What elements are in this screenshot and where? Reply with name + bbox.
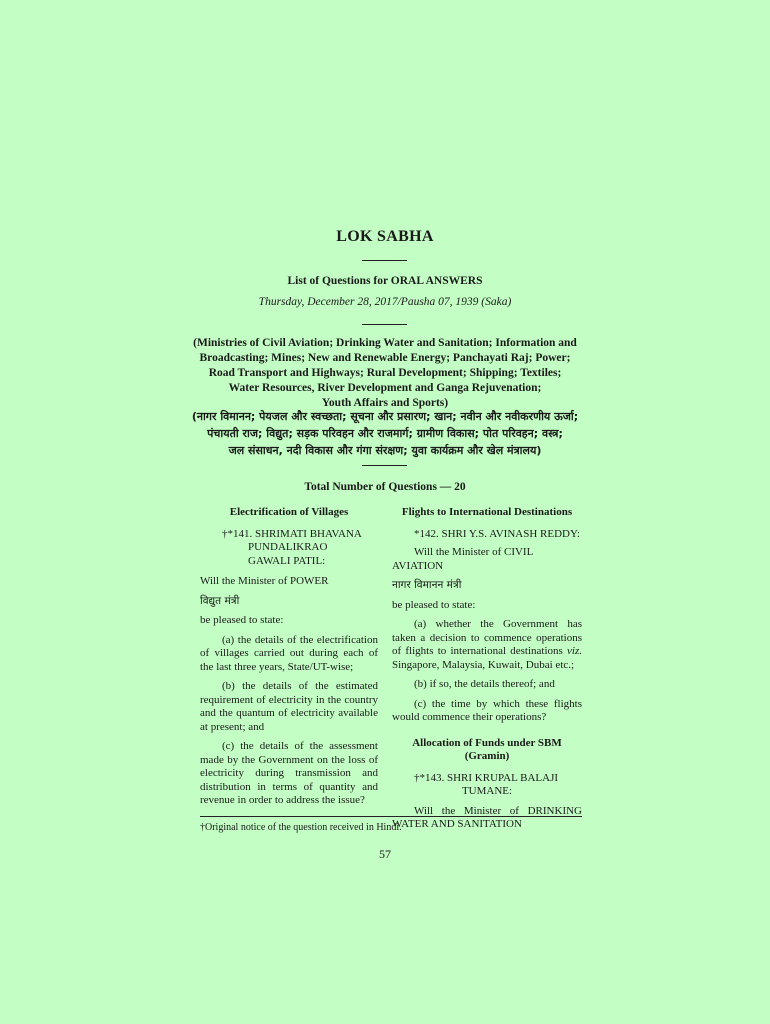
ministries-line: Youth Affairs and Sports) <box>321 397 449 409</box>
part-a-text: (a) whether the Government has taken a decision to commence operations of flights to international destinations <box>392 618 582 657</box>
ministries-hi-line: पंचायती राज; विद्युत; सड़क परिवहन और राजमार्ग; ग्रामीण विकास; पोत परिवहन; वस्त्र; <box>207 427 563 440</box>
footnote-rule <box>200 816 582 817</box>
page-title: LOK SABHA <box>336 228 434 245</box>
part-a <box>392 618 582 672</box>
question-number: †*141. SHRIMATI BHAVANA <box>222 527 362 540</box>
minister-line: Will the Minister of CIVIL AVIATION <box>392 546 533 572</box>
part-c: (c) the details of the assessment made by the Government on the loss of electricity during transmission and distribution in terms of quantity and revenue in order to address the issue? <box>200 740 378 806</box>
ministries-line: Road Transport and Highways; Rural Development; Shipping; Textiles; <box>208 367 562 379</box>
part-a: (a) the details of the electrification of villages carried out during each of the last three years, State/UT-wise; <box>200 633 378 673</box>
question-number-143: †*143. SHRI KRUPAL BALAJI <box>414 771 559 784</box>
member-name-line: PUNDALIKRAO <box>248 541 328 553</box>
list-subtitle: List of Questions for ORAL ANSWERS <box>287 275 483 287</box>
please-state: be pleased to state: <box>200 614 284 626</box>
title-rule <box>362 260 407 261</box>
minister-line: Will the Minister of POWER <box>200 575 329 587</box>
ministries-rule <box>362 465 407 466</box>
question-141 <box>200 506 378 808</box>
footnote: †Original notice of the question received in Hindi. <box>200 822 402 833</box>
part-a-text-end: Singapore, Malaysia, Kuwait, Dubai etc.; <box>392 658 575 671</box>
sitting-date: Thursday, December 28, 2017/Pausha 07, 1939 (Saka) <box>258 296 512 308</box>
minister-line-143: Will the Minister of DRINKING WATER AND SANITATION <box>392 804 582 830</box>
question-heading-143-line2: (Gramin) <box>464 750 510 762</box>
ministries-english <box>0 336 770 411</box>
question-number: *142. SHRI Y.S. AVINASH REDDY: <box>414 527 580 540</box>
ministries-hindi <box>0 408 770 459</box>
viz-italic: viz. <box>567 645 582 657</box>
question-heading-143: Allocation of Funds under SBM <box>412 736 562 749</box>
part-c: (c) the time by which these flights would commence their operations? <box>392 697 582 723</box>
question-heading: Electrification of Villages <box>229 506 349 518</box>
please-state: be pleased to state: <box>392 598 476 611</box>
ministries-line: Water Resources, River Development and Ganga Rejuvenation; <box>228 382 542 394</box>
page-number: 57 <box>379 847 391 861</box>
member-name-line: TUMANE: <box>461 785 513 797</box>
part-b: (b) if so, the details thereof; and <box>414 678 555 690</box>
part-b: (b) the details of the estimated requirement of electricity in the country and the quantum of electricity available at present; and <box>200 680 378 733</box>
member-name-line: GAWALI PATIL: <box>248 554 326 567</box>
total-questions: Total Number of Questions — 20 <box>304 481 466 493</box>
ministries-hi-line: (नागर विमानन; पेयजल और स्वच्छता; सूचना और प्रसारण; खान; नवीन और नवीकरणीय ऊर्जा; <box>191 410 579 423</box>
ministries-line: Broadcasting; Mines; New and Renewable Energy; Panchayati Raj; Power; <box>199 352 571 364</box>
ministries-hi-line: जल संसाधन, नदी विकास और गंगा संरक्षण; युवा कार्यक्रम और खेल मंत्रालय) <box>228 444 542 457</box>
date-rule <box>362 324 407 325</box>
minister-hindi: नागर विमानन मंत्री <box>392 579 462 591</box>
ministries-line: (Ministries of Civil Aviation; Drinking Water and Sanitation; Information and <box>193 337 577 349</box>
question-142 <box>392 506 582 832</box>
minister-hindi: विद्युत मंत्री <box>200 594 240 607</box>
question-heading: Flights to International Destinations <box>401 506 573 518</box>
